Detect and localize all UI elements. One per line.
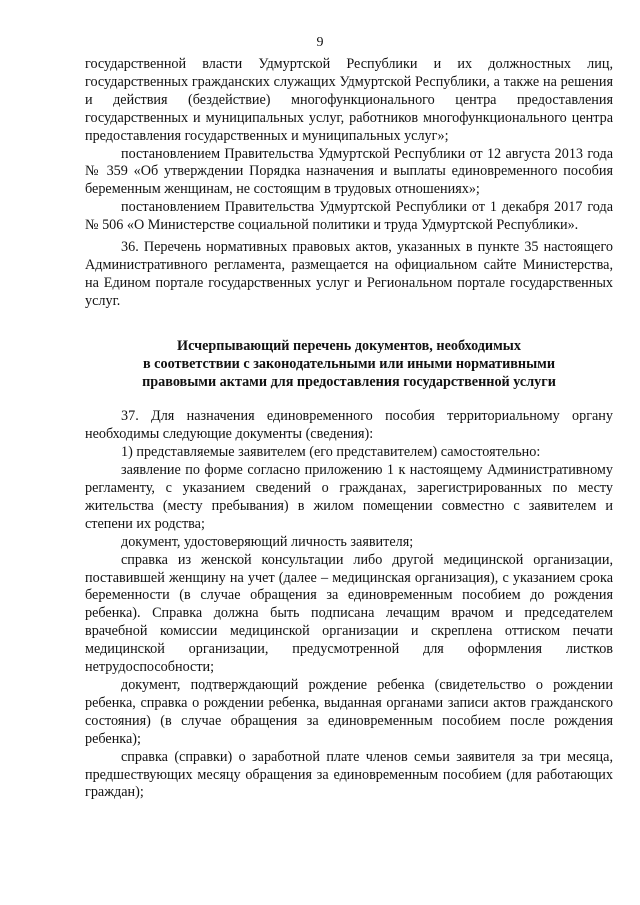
paragraph-resolution-359: постановлением Правительства Удмуртской Республики от 12 августа 2013 года № 359 «Об утверждении Порядка назначения и выплаты единовременного пособия беременным женщинам, не состоящим в трудовых отношениях»; (85, 145, 613, 198)
section-heading (85, 338, 613, 392)
paragraph-salary-certificate: справка (справки) о заработной плате членов семьи заявителя за три месяца, предшествующих месяцу обращения за единовременным пособием (для работающих граждан); (85, 748, 613, 801)
paragraph-37: 37. Для назначения единовременного пособия территориальному органу необходимы следующие документы (сведения): (85, 408, 613, 443)
section-heading-line-1: Исчерпывающий перечень документов, необходимых (177, 337, 521, 354)
document-body (85, 56, 613, 802)
paragraph-resolution-506: постановлением Правительства Удмуртской Республики от 1 декабря 2017 года № 506 «О Министерстве социальной политики и труда Удмуртской Республики». (85, 199, 613, 234)
paragraph-application: заявление по форме согласно приложению 1 к настоящему Административному регламенту, с указанием сведений о гражданах, зарегистрированных по месту жительства (месту пребывания) в жилом помещении совместно с заявителем и степени их родства; (85, 462, 613, 532)
paragraph-medical-certificate: справка из женской консультации либо другой медицинской организации, поставившей женщину на учет (далее – медицинская организация), с указанием срока беременности (в случае обращения за единовременным пособием до рождения ребенка). Справка должна быть подписана лечащим врачом и председателем врачебной комиссии медицинской организации и скреплена оттиском печати медицинской организации, предусмотренной для оформления листков нетрудоспособности; (85, 551, 613, 676)
paragraph-item-1: 1) представляемые заявителем (его представителем) самостоятельно: (121, 444, 541, 461)
paragraph-appeal-order-end: государственной власти Удмуртской Республики и их должностных лиц, государственных гражданских служащих Удмуртской Республики, а также на решения и действия (бездействие) многофункционального центра предоставления государственных и муниципальных услуг, работников многофункционального центра предоставления государственных и муниципальных услуг»; (85, 56, 613, 144)
page-number: 9 (316, 35, 324, 50)
paragraph-birth-document: документ, подтверждающий рождение ребенка (свидетельство о рождении ребенка, справка о рождении ребенка, выданная органами записи актов гражданского состояния) (в случае обращения за единовременным пособием после рождения ребенка); (85, 677, 613, 747)
paragraph-36: 36. Перечень нормативных правовых актов, указанных в пункте 35 настоящего Административного регламента, размещается на официальном сайте Министерства, на Едином портале государственных услуг и Региональном портале государственных услуг. (85, 239, 613, 309)
paragraph-identity-document: документ, удостоверяющий личность заявителя; (121, 533, 414, 550)
section-heading-line-3: правовыми актами для предоставления государственной услуги (142, 373, 556, 390)
section-heading-line-2: в соответствии с законодательными или иными нормативными (142, 355, 556, 372)
